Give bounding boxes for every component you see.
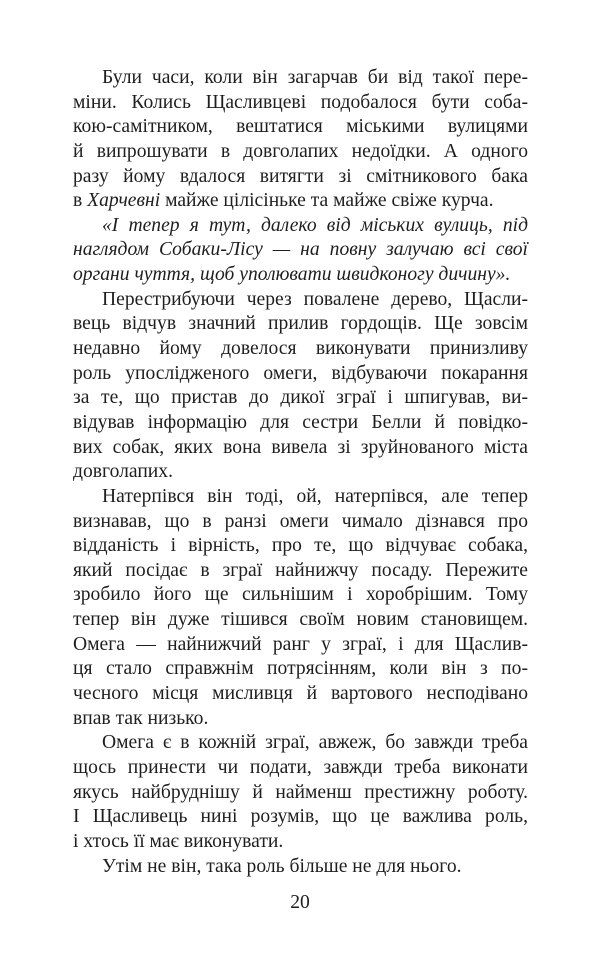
text-line: Омега є в кожній зграї, авжеж, бо завжди треба	[102, 732, 528, 754]
text-line: органи чуття, щоб уполювати швидконогу дичину».	[73, 264, 511, 286]
paragraph-1	[73, 66, 528, 214]
italic-place-name: Харчевні	[87, 190, 161, 212]
text-line: кою-самітником, вештатися міськими вулицями	[73, 116, 528, 138]
text-line: й випрошувати в довголапих недоїдки. А одного	[73, 140, 528, 162]
text-line: вих собак, яких вона вивела зі зруйнованого міста	[73, 436, 528, 458]
body-text	[73, 66, 528, 879]
text-line: роль упослідженого омеги, відбуваючи покарання	[73, 362, 528, 384]
text-line: недавно йому довелося виконувати принизливу	[73, 338, 528, 360]
text-segment: майже цілісіньке та майже свіже курча.	[160, 190, 494, 212]
text-line: Перестрибуючи через повалене дерево, Щасли-	[102, 288, 528, 310]
text-line: чесного місця мисливця й вартового несподівано	[73, 683, 528, 705]
text-line: Були часи, коли він загарчав би від такої пере-	[102, 67, 528, 88]
text-segment: в	[73, 190, 88, 212]
text-line: відданість і вірність, про те, що відчуває собака,	[73, 535, 528, 557]
text-line: тепер він дуже тішився своїм новим становищем.	[73, 609, 528, 631]
text-line: за те, що пристав до дикої зграї і шпигував, ви-	[73, 387, 528, 409]
text-line: Утім не він, така роль більше не для нього.	[102, 855, 462, 877]
text-line: визнавав, що в ранзі омеги чимало дізнався про	[73, 510, 528, 532]
paragraph-5	[73, 731, 528, 854]
text-line: Омега — найнижчий ранг у зграї, і для Щаслив-	[73, 633, 528, 655]
paragraph-3	[73, 288, 528, 485]
text-line: впав так низько.	[73, 707, 209, 729]
text-line: щось принести чи подати, завжди треба виконати	[73, 756, 528, 778]
text-line: відував інформацію для сестри Белли й повідко-	[73, 411, 528, 433]
paragraph-4	[73, 485, 528, 731]
text-line: і хтось її має виконувати.	[73, 830, 284, 852]
text-line: І Щасливець нині розумів, що це важлива роль,	[73, 806, 528, 828]
text-line: міни. Колись Щасливцеві подобалося бути соба-	[73, 91, 528, 113]
paragraph-2-italic-thought	[73, 214, 528, 288]
paragraph-6	[73, 855, 528, 880]
text-line: довголапих.	[73, 461, 173, 483]
text-line: наглядом Собаки-Лісу — на повну залучаю всі свої	[73, 239, 528, 261]
text-line: вець відчув значний прилив гордощів. Ще зовсім	[73, 313, 528, 335]
text-line: Натерпівся він тоді, ой, натерпівся, але тепер	[102, 485, 528, 507]
text-line	[73, 189, 528, 214]
page-number: 20	[290, 892, 310, 913]
text-line: ця стало справжнім потрясінням, коли він з по-	[73, 658, 528, 680]
text-line: який посідає в зграї найнижчу посаду. Пережите	[73, 559, 528, 581]
text-line: зробило його ще сильнішим і хоробрішим. Тому	[73, 584, 528, 606]
text-line: разу йому вдалося витягти зі смітникового бака	[73, 165, 528, 187]
text-line: якусь найбруднішу й найменш престижну роботу.	[73, 781, 528, 803]
text-line: «І тепер я тут, далеко від міських вулиць, під	[102, 214, 528, 236]
